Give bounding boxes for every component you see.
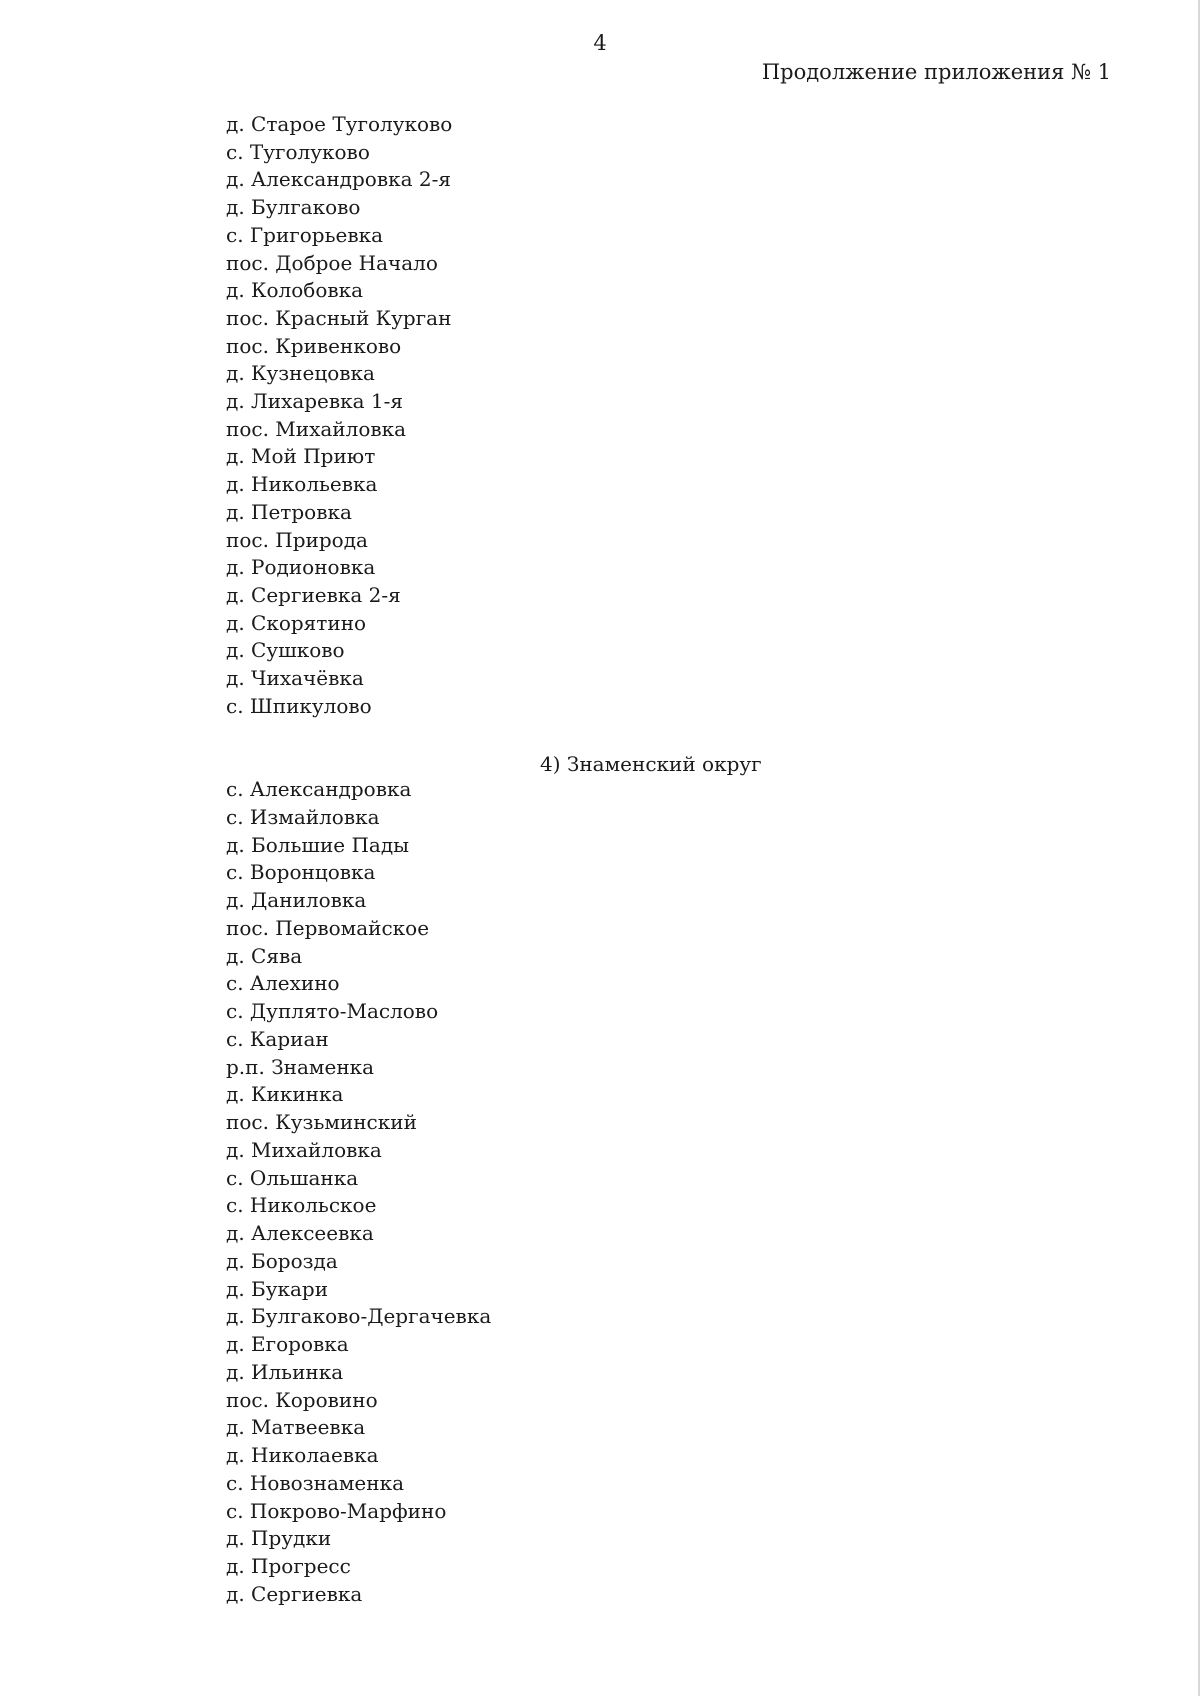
list-item: с. Шпикулово xyxy=(226,693,372,718)
settlement-list-2 xyxy=(226,776,491,1609)
list-item: д. Мой Приют xyxy=(226,444,376,469)
list-item: с. Туголуково xyxy=(226,139,370,164)
list-item: д. Родионовка xyxy=(226,555,376,580)
list-item: д. Алексеевка xyxy=(226,1221,374,1245)
list-item: пос. Коровино xyxy=(226,1387,378,1412)
list-item: д. Сергиевка 2-я xyxy=(226,582,401,607)
list-item: д. Егоровка xyxy=(226,1332,349,1356)
list-item: д. Матвеевка xyxy=(226,1415,366,1440)
list-item: д. Сява xyxy=(226,943,303,968)
list-item: д. Прудки xyxy=(226,1526,332,1551)
list-item: д. Сергиевка xyxy=(226,1581,363,1606)
list-item: с. Покрово-Марфино xyxy=(226,1498,447,1523)
list-item: д. Лихаревка 1-я xyxy=(226,389,404,414)
list-item: д. Колобовка xyxy=(226,278,364,303)
list-item: пос. Доброе Начало xyxy=(226,250,438,275)
list-item: д. Даниловка xyxy=(226,888,367,912)
list-item: д. Кузнецовка xyxy=(226,361,375,386)
list-item: д. Большие Пады xyxy=(226,832,410,857)
list-item: д. Михайловка xyxy=(226,1137,382,1162)
list-item: с. Александровка xyxy=(226,777,412,801)
list-item: пос. Кривенково xyxy=(226,333,402,358)
list-item: с. Воронцовка xyxy=(226,860,376,885)
list-item: д. Петровка xyxy=(226,499,352,524)
list-item: с. Алехино xyxy=(226,971,340,996)
list-item: д. Ильинка xyxy=(226,1359,344,1384)
list-item: пос. Первомайское xyxy=(226,915,430,940)
list-item: д. Булгаково-Дергачевка xyxy=(226,1304,492,1329)
list-item: д. Никольевка xyxy=(226,472,378,497)
list-item: с. Никольское xyxy=(226,1193,377,1218)
list-item: д. Сушково xyxy=(226,638,345,663)
list-item: д. Чихачёвка xyxy=(226,666,364,691)
list-item: с. Ольшанка xyxy=(226,1165,359,1190)
list-item: д. Скорятино xyxy=(226,610,367,635)
list-item: д. Букари xyxy=(226,1276,329,1301)
list-item: пос. Красный Курган xyxy=(226,305,452,330)
list-item: д. Александровка 2-я xyxy=(226,167,451,192)
list-item: пос. Михайловка xyxy=(226,416,407,441)
list-item: с. Новознаменка xyxy=(226,1470,405,1495)
list-item: пос. Природа xyxy=(226,527,368,552)
list-item: р.п. Знаменка xyxy=(226,1054,375,1079)
list-item: с. Григорьевка xyxy=(226,222,384,247)
list-item: д. Прогресс xyxy=(226,1554,351,1578)
list-item: пос. Кузьминский xyxy=(226,1110,417,1134)
list-item: д. Старое Туголуково xyxy=(226,112,453,136)
list-item: д. Борозда xyxy=(226,1248,338,1273)
list-item: с. Дуплято-Маслово xyxy=(226,999,439,1023)
list-item: с. Кариан xyxy=(226,1026,329,1051)
list-item: д. Булгаково xyxy=(226,195,361,220)
page-number: 4 xyxy=(593,31,607,55)
list-item: д. Николаевка xyxy=(226,1443,379,1467)
settlement-list-1 xyxy=(226,111,452,720)
list-item: д. Кикинка xyxy=(226,1082,344,1107)
list-item: с. Измайловка xyxy=(226,804,380,829)
section-heading: 4) Знаменский округ xyxy=(540,752,762,776)
continuation-label: Продолжение приложения № 1 xyxy=(761,60,1111,84)
